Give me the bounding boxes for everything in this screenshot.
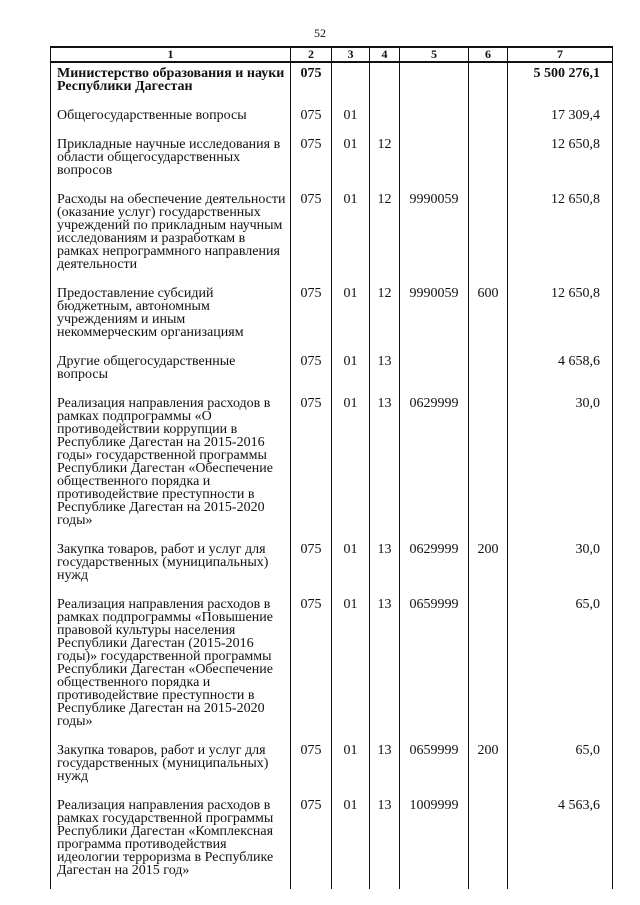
table-row bbox=[51, 189, 613, 283]
target-item-code: 0629999 bbox=[400, 393, 469, 539]
row-description: Реализация направления расходов в рамках подпрограммы «О противодействии коррупции в Республике Дагестан на 2015-2016 годы» государственной программы Республики Дагестан «Обеспечение общественного порядка и противодействие преступности в Республике Дагестан на 2015-2020 годы» bbox=[51, 393, 291, 539]
ministry-code: 075 bbox=[291, 283, 332, 351]
amount-value: 30,0 bbox=[508, 393, 613, 539]
row-description: Закупка товаров, работ и услуг для государственных (муниципальных) нужд bbox=[51, 740, 291, 795]
row-description: Министерство образования и науки Республики Дагестан bbox=[51, 62, 291, 105]
ministry-code: 075 bbox=[291, 393, 332, 539]
target-item-code bbox=[400, 62, 469, 105]
row-description: Расходы на обеспечение деятельности (оказание услуг) государственных учреждений по прикладным научным исследованиям и разработкам в рамках непрограммного направления деятельности bbox=[51, 189, 291, 283]
table-row bbox=[51, 134, 613, 189]
target-item-code bbox=[400, 105, 469, 134]
section-code: 01 bbox=[332, 393, 370, 539]
amount-value: 12 650,8 bbox=[508, 134, 613, 189]
budget-table bbox=[50, 46, 613, 889]
row-description: Прикладные научные исследования в области общегосударственных вопросов bbox=[51, 134, 291, 189]
expense-type-code bbox=[469, 62, 508, 105]
target-item-code: 1009999 bbox=[400, 795, 469, 889]
ministry-code: 075 bbox=[291, 539, 332, 594]
expense-type-code bbox=[469, 105, 508, 134]
ministry-code: 075 bbox=[291, 62, 332, 105]
amount-value: 65,0 bbox=[508, 740, 613, 795]
expense-type-code: 600 bbox=[469, 283, 508, 351]
row-description: Реализация направления расходов в рамках государственной программы Республики Дагестан «Комплексная программа противодействия идеологии терроризма в Республике Дагестан на 2015 год» bbox=[51, 795, 291, 889]
column-header-4: 4 bbox=[370, 47, 400, 62]
amount-value: 12 650,8 bbox=[508, 283, 613, 351]
table-row bbox=[51, 393, 613, 539]
expense-type-code bbox=[469, 351, 508, 393]
row-description: Общегосударственные вопросы bbox=[51, 105, 291, 134]
section-code: 01 bbox=[332, 134, 370, 189]
target-item-code bbox=[400, 134, 469, 189]
column-number-row bbox=[51, 47, 613, 62]
expense-type-code bbox=[469, 594, 508, 740]
section-code: 01 bbox=[332, 594, 370, 740]
subsection-code: 13 bbox=[370, 594, 400, 740]
column-header-5: 5 bbox=[400, 47, 469, 62]
table-row bbox=[51, 351, 613, 393]
expense-type-code bbox=[469, 134, 508, 189]
target-item-code: 9990059 bbox=[400, 189, 469, 283]
column-header-1: 1 bbox=[51, 47, 291, 62]
table-row bbox=[51, 539, 613, 594]
section-code: 01 bbox=[332, 105, 370, 134]
subsection-code: 12 bbox=[370, 189, 400, 283]
column-header-7: 7 bbox=[508, 47, 613, 62]
section-code: 01 bbox=[332, 740, 370, 795]
expense-type-code bbox=[469, 795, 508, 889]
table-row bbox=[51, 105, 613, 134]
table-row bbox=[51, 740, 613, 795]
row-description: Предоставление субсидий бюджетным, автономным учреждениям и иным некоммерческим организациям bbox=[51, 283, 291, 351]
expense-type-code bbox=[469, 189, 508, 283]
ministry-code: 075 bbox=[291, 740, 332, 795]
expense-type-code bbox=[469, 393, 508, 539]
table-row bbox=[51, 62, 613, 105]
row-description: Другие общегосударственные вопросы bbox=[51, 351, 291, 393]
subsection-code: 12 bbox=[370, 283, 400, 351]
target-item-code bbox=[400, 351, 469, 393]
subsection-code: 13 bbox=[370, 740, 400, 795]
table-row bbox=[51, 795, 613, 889]
subsection-code: 13 bbox=[370, 795, 400, 889]
row-description: Закупка товаров, работ и услуг для государственных (муниципальных) нужд bbox=[51, 539, 291, 594]
section-code bbox=[332, 62, 370, 105]
ministry-code: 075 bbox=[291, 351, 332, 393]
table-row bbox=[51, 283, 613, 351]
column-header-2: 2 bbox=[291, 47, 332, 62]
amount-value: 12 650,8 bbox=[508, 189, 613, 283]
subsection-code: 13 bbox=[370, 539, 400, 594]
amount-value: 30,0 bbox=[508, 539, 613, 594]
subsection-code: 13 bbox=[370, 393, 400, 539]
amount-value: 4 658,6 bbox=[508, 351, 613, 393]
ministry-code: 075 bbox=[291, 795, 332, 889]
subsection-code bbox=[370, 62, 400, 105]
amount-value: 5 500 276,1 bbox=[508, 62, 613, 105]
row-description: Реализация направления расходов в рамках подпрограммы «Повышение правовой культуры населения Республики Дагестан (2015-2016 годы)» государственной программы Республики Дагестан «Обеспечение общественного порядка и противодействие преступности в Республике Дагестан на 2015-2020 годы» bbox=[51, 594, 291, 740]
section-code: 01 bbox=[332, 539, 370, 594]
target-item-code: 0629999 bbox=[400, 539, 469, 594]
amount-value: 4 563,6 bbox=[508, 795, 613, 889]
section-code: 01 bbox=[332, 283, 370, 351]
section-code: 01 bbox=[332, 189, 370, 283]
ministry-code: 075 bbox=[291, 134, 332, 189]
ministry-code: 075 bbox=[291, 594, 332, 740]
subsection-code: 12 bbox=[370, 134, 400, 189]
ministry-code: 075 bbox=[291, 189, 332, 283]
table-row bbox=[51, 594, 613, 740]
amount-value: 65,0 bbox=[508, 594, 613, 740]
amount-value: 17 309,4 bbox=[508, 105, 613, 134]
subsection-code: 13 bbox=[370, 351, 400, 393]
target-item-code: 9990059 bbox=[400, 283, 469, 351]
page-number: 52 bbox=[314, 26, 326, 40]
target-item-code: 0659999 bbox=[400, 594, 469, 740]
section-code: 01 bbox=[332, 351, 370, 393]
expense-type-code: 200 bbox=[469, 539, 508, 594]
column-header-3: 3 bbox=[332, 47, 370, 62]
expense-type-code: 200 bbox=[469, 740, 508, 795]
subsection-code bbox=[370, 105, 400, 134]
column-header-6: 6 bbox=[469, 47, 508, 62]
target-item-code: 0659999 bbox=[400, 740, 469, 795]
section-code: 01 bbox=[332, 795, 370, 889]
ministry-code: 075 bbox=[291, 105, 332, 134]
